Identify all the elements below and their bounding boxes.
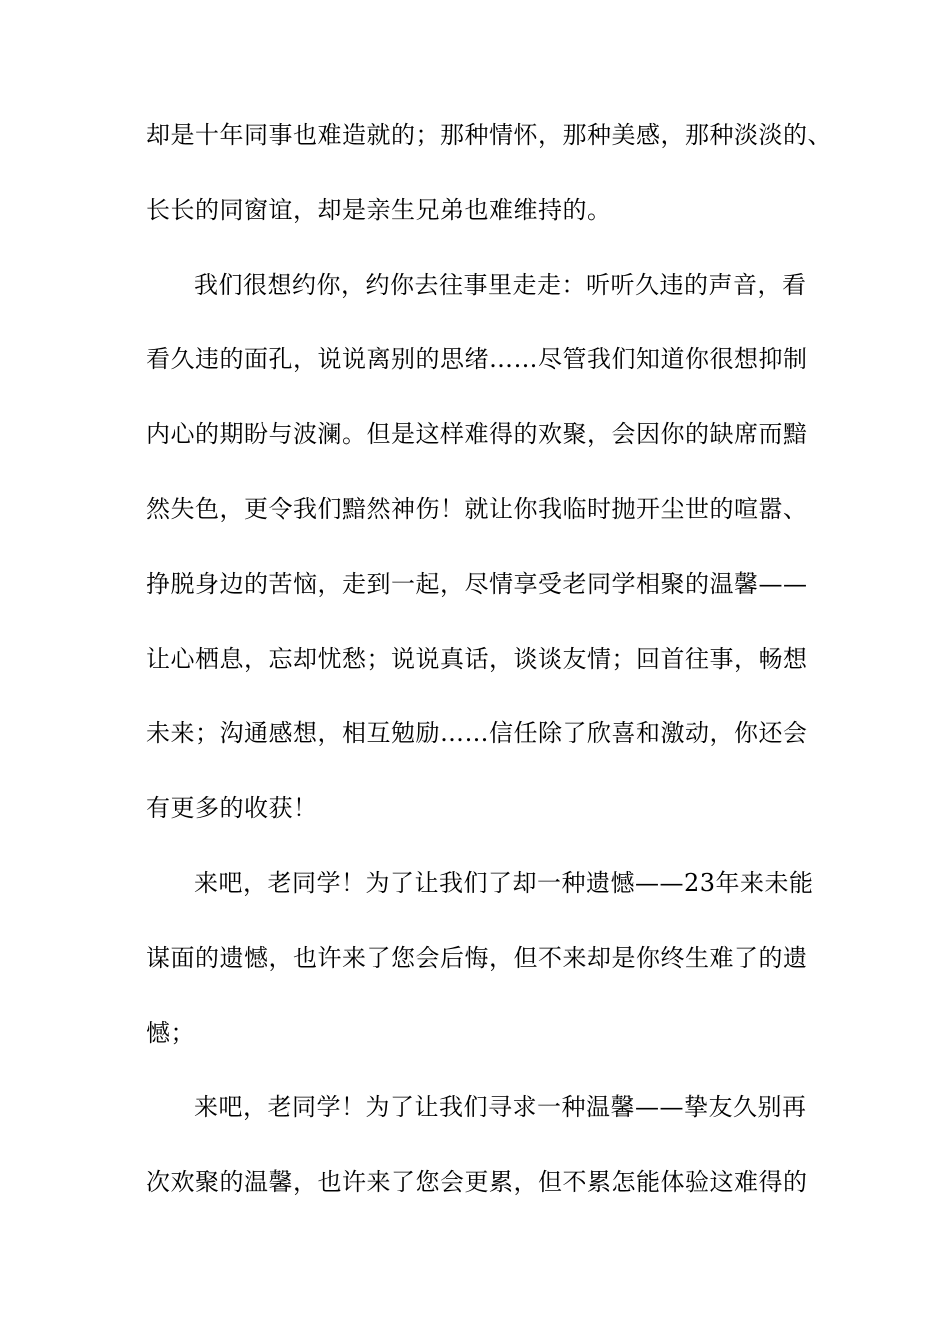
paragraph-first-line: 我们很想约你，约你去往事里走走：听听久违的声音，看: [194, 270, 807, 299]
text-line: 憾；: [146, 1018, 195, 1047]
text-line: 未来；沟通感想，相互勉励……信任除了欣喜和激动，你还会: [146, 719, 808, 748]
text-line: 次欢聚的温馨，也许来了您会更累，但不累怎能体验这难得的: [146, 1168, 808, 1197]
text-line: 看久违的面孔，说说离别的思绪……尽管我们知道你很想抑制: [146, 345, 808, 374]
text-line: 有更多的收获！: [146, 794, 318, 823]
paragraph-first-line: 来吧，老同学！为了让我们寻求一种温馨——挚友久别再: [194, 1093, 807, 1122]
text-line: 让心栖息，忘却忧愁；说说真话，谈谈友情；回首往事，畅想: [146, 644, 808, 673]
text-line: 内心的期盼与波澜。但是这样难得的欢聚，会因你的缺席而黯: [146, 420, 808, 449]
document-body: [146, 118, 846, 1240]
text-line: 然失色，更令我们黯然神伤！就让你我临时抛开尘世的喧嚣、: [146, 494, 808, 523]
text-line: 谋面的遗憾，也许来了您会后悔，但不来却是你终生难了的遗: [146, 943, 808, 972]
text-line: 长长的同窗谊，却是亲生兄弟也难维持的。: [146, 195, 612, 224]
paragraph-first-line: 来吧，老同学！为了让我们了却一种遗憾——23年来未能: [194, 868, 814, 897]
text-line: 却是十年同事也难造就的；那种情怀，那种美感，那种淡淡的、: [146, 121, 832, 149]
text-line: 挣脱身边的苦恼，走到一起，尽情享受老同学相聚的温馨——: [146, 569, 808, 598]
